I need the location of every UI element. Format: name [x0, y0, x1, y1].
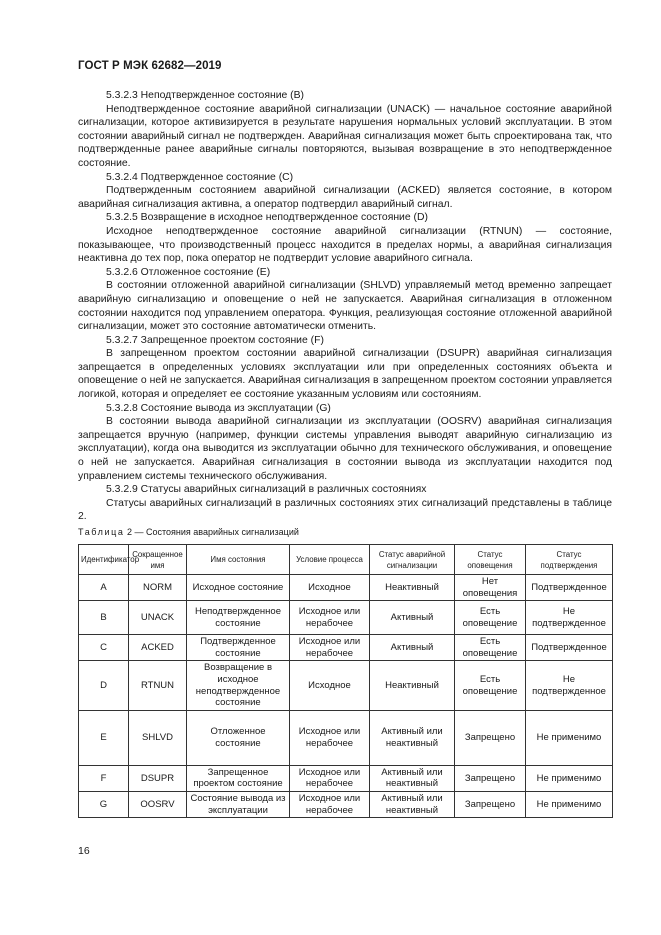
- table-cell: E: [79, 710, 129, 765]
- table-cell: F: [79, 765, 129, 791]
- table-cell: Не применимо: [526, 791, 613, 817]
- table-cell: Подтвержденное: [526, 635, 613, 661]
- table-cell: Запрещено: [455, 710, 526, 765]
- section-heading: 5.3.2.9 Статусы аварийных сигнализаций в различных состояниях: [106, 484, 427, 496]
- table-cell: Не применимо: [526, 765, 613, 791]
- table-cell: Подтвержденное состояние: [187, 635, 290, 661]
- table-header-row: [79, 545, 613, 575]
- table-cell: Неактивный: [370, 575, 455, 601]
- table-cell: Есть оповещение: [455, 661, 526, 710]
- table-row: [79, 635, 613, 661]
- section-heading: 5.3.2.6 Отложенное состояние (E): [106, 266, 271, 278]
- section-heading: 5.3.2.3 Неподтвержденное состояние (B): [106, 90, 305, 101]
- table-cell: Неподтвержденное состояние: [187, 601, 290, 635]
- table-caption-label: Таблица: [78, 527, 125, 537]
- paragraph: Статусы аварийных сигнализаций в различных состояниях этих сигнализаций представлены в таблице 2.: [78, 497, 612, 523]
- table-cell: Исходное или нерабочее: [290, 710, 370, 765]
- table-cell: Активный или неактивный: [370, 710, 455, 765]
- column-header: Сокращенное имя: [129, 545, 187, 575]
- table-cell: Активный: [370, 635, 455, 661]
- table-row: [79, 765, 613, 791]
- table-cell: Запрещено: [455, 791, 526, 817]
- paragraph: В запрещенном проектом состоянии аварийной сигнализации (DSUPR) аварийная сигнализация запрещается в определенных условиях эксплуатации или при определенных состояниях объекта и оповещение о ней не запускается. Аварийная сигнализация в запрещенном проектом состоянии управляется логикой, которая и определяет ее состояние указанным условиям или состояниям.: [78, 348, 612, 401]
- column-header: Идентификатор: [79, 545, 129, 575]
- table-cell: Исходное состояние: [187, 575, 290, 601]
- table-cell: Не подтвержденное: [526, 661, 613, 710]
- table-cell: Исходное или нерабочее: [290, 791, 370, 817]
- table-cell: Подтвержденное: [526, 575, 613, 601]
- table-cell: Исходное или нерабочее: [290, 601, 370, 635]
- table-cell: Состояние вывода из эксплуатации: [187, 791, 290, 817]
- table-cell: D: [79, 661, 129, 710]
- section-heading: 5.3.2.7 Запрещенное проектом состояние (F): [106, 334, 324, 346]
- column-header: Имя состояния: [187, 545, 290, 575]
- paragraph: Исходное неподтвержденное состояние аварийной сигнализации (RTNUN) — состояние, показывающее, что производственный процесс находится в пределах нормы, а аварийная сигнализация неактивна до тех пор, пока оператор не подтвердит условие аварийного сигнала.: [78, 225, 612, 265]
- table-cell: SHLVD: [129, 710, 187, 765]
- table-caption-title: 2 — Состояния аварийных сигнализаций: [124, 527, 299, 537]
- table-cell: Есть оповещение: [455, 601, 526, 635]
- table-row: [79, 710, 613, 765]
- table-cell: Не подтвержденное: [526, 601, 613, 635]
- section-heading: 5.3.2.4 Подтвержденное состояние (C): [106, 171, 294, 183]
- table-row: [79, 575, 613, 601]
- paragraph: Подтвержденным состоянием аварийной сигнализации (ACKED) является состояние, в котором аварийная сигнализация активна, а оператор подтвердил аварийный сигнал.: [78, 185, 612, 210]
- column-header: Условие процесса: [290, 545, 370, 575]
- table-row: [79, 791, 613, 817]
- table-cell: Запрещенное проектом состояние: [187, 765, 290, 791]
- section-heading: 5.3.2.8 Состояние вывода из эксплуатации (G): [106, 402, 331, 414]
- column-header: Статус подтверждения: [526, 545, 613, 575]
- paragraph: Неподтвержденное состояние аварийной сигнализации (UNACK) — начальное состояние аварийной сигнализации, которое активизируется в результате нарушения нормальных условий эксплуатации. В этом состоянии аварийный сигнал не подтвержден. Аварийная сигнализация может быть спроектирована так, что подтвержденные ранее аварийные сигналы повторяются, вызывая возвращение в это неподтвержденное состояние.: [78, 103, 612, 169]
- table-cell: C: [79, 635, 129, 661]
- table-cell: Исходное: [290, 661, 370, 710]
- table-cell: RTNUN: [129, 661, 187, 710]
- table-cell: Активный: [370, 601, 455, 635]
- table-row: [79, 601, 613, 635]
- table-caption: [78, 527, 299, 537]
- table-cell: Активный или неактивный: [370, 791, 455, 817]
- table-cell: Возвращение в исходное неподтвержденное состояние: [187, 661, 290, 710]
- table-cell: Исходное: [290, 575, 370, 601]
- table-cell: Исходное или нерабочее: [290, 765, 370, 791]
- table-cell: Есть оповещение: [455, 635, 526, 661]
- table-cell: UNACK: [129, 601, 187, 635]
- table-cell: DSUPR: [129, 765, 187, 791]
- page-number: 16: [78, 845, 90, 857]
- alarm-states-table: [78, 544, 613, 818]
- table-cell: Не применимо: [526, 710, 613, 765]
- column-header: Статус аварийной сигнализации: [370, 545, 455, 575]
- paragraph: В состоянии вывода аварийной сигнализации из эксплуатации (OOSRV) аварийная сигнализация запрещается вручную (например, функции системы управления выводят аварийную сигнализацию из эксплуатации), когда она выводится из эксплуатации обычно для технического обслуживания, и оповещение о ней не запускается. Аварийная сигнализация в состоянии вывода из эксплуатации находится под управлением системы технического обслуживания.: [78, 416, 612, 482]
- table-cell: NORM: [129, 575, 187, 601]
- table-cell: B: [79, 601, 129, 635]
- table-cell: Отложенное состояние: [187, 710, 290, 765]
- column-header: Статус оповещения: [455, 545, 526, 575]
- paragraph: В состоянии отложенной аварийной сигнализации (SHLVD) управляемый метод временно запрещает аварийную сигнализацию и оповещение о ней не запускается. Аварийная сигнализация в отложенном состоянии находится под управлением оператора. Функция, реализующая состояние отложенной аварийной сигнализации, может это состояние автоматически отменить.: [78, 280, 612, 333]
- table-cell: OOSRV: [129, 791, 187, 817]
- table-cell: A: [79, 575, 129, 601]
- table-cell: ACKED: [129, 635, 187, 661]
- document-header: ГОСТ Р МЭК 62682—2019: [78, 60, 222, 72]
- table-row: [79, 661, 613, 710]
- table-cell: Нет оповещения: [455, 575, 526, 601]
- table-cell: Неактивный: [370, 661, 455, 710]
- table-cell: G: [79, 791, 129, 817]
- section-heading: 5.3.2.5 Возвращение в исходное неподтвержденное состояние (D): [106, 212, 428, 224]
- table-cell: Активный или неактивный: [370, 765, 455, 791]
- table-cell: Исходное или нерабочее: [290, 635, 370, 661]
- table-cell: Запрещено: [455, 765, 526, 791]
- body-text: [78, 89, 612, 524]
